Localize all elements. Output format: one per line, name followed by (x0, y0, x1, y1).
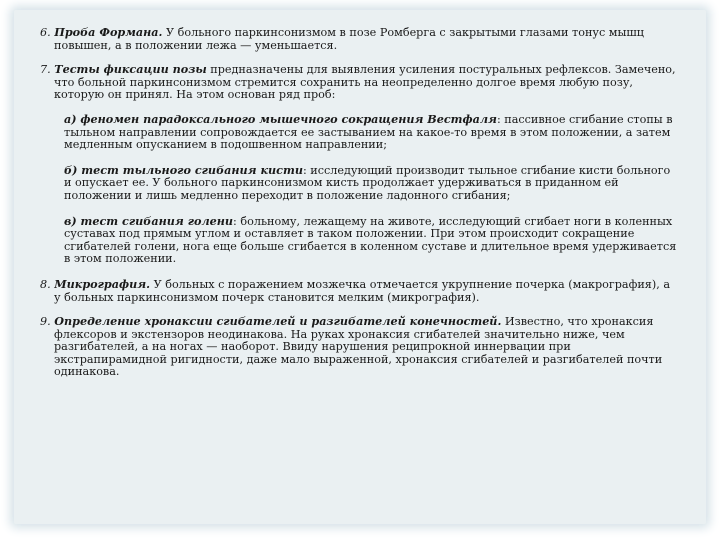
item-body: У больного паркинсонизмом в позе Ромберга с закрытыми глазами тонус мышц повышен, а в положении лежа — уменьшается. (54, 26, 645, 52)
item-title: Определение хронаксии сгибателей и разгибателей конечностей. (54, 314, 502, 329)
item-title: Проба Формана. (54, 25, 163, 39)
item-9 (40, 315, 680, 379)
text-body (40, 26, 680, 390)
subitem-body: : исследующий производит тыльное сгибание кисти больного и опускает ее. У больного паркинсонизмом кисть продолжает удерживаться в приданном ей положении и лишь медленно переходит в положение ладонного сгибания; (64, 163, 671, 202)
subitem-body: : больному, лежащему на животе, исследующий сгибает ноги в коленных суставах под прямым углом и оставляет в таком положении. При этом происходит сокращение сгибателей голени, нога еще больше сгибается в коленном суставе и длительное время удерживается в этом положении. (64, 214, 677, 266)
subitem-title: а) феномен парадоксального мышечного сокращения Вестфаля (64, 111, 497, 126)
item-6 (40, 26, 680, 52)
item-title: Микрография. (54, 276, 151, 291)
item-body: У больных с поражением мозжечка отмечается укрупнение почерка (макрография), а у больных паркинсонизмом почерк становится мелким (микрография). (54, 277, 670, 304)
item-title: Тесты фиксации позы (54, 62, 207, 77)
subitem-v (64, 215, 680, 266)
item-9-text (40, 315, 680, 379)
item-7-text (40, 63, 680, 102)
item-7 (40, 63, 680, 102)
subitem-title: в) тест сгибания голени (64, 213, 234, 228)
item-body: предназначены для выявления усиления постуральных рефлексов. Замечено, что больной паркинсонизмом стремится сохранить на неопределенно долгое время любую позу, которую он принял. На этом основан ряд проб: (54, 63, 676, 102)
item-number: 8. (40, 277, 51, 291)
subitem-title: б) тест тыльного сгибания кисти (64, 162, 303, 177)
item-6-text (40, 26, 680, 52)
item-number: 7. (40, 63, 51, 77)
item-8-text (40, 278, 680, 304)
item-number: 9. (40, 315, 51, 329)
item-body: Известно, что хронаксия флексоров и экстензоров неодинакова. На руках хронаксия сгибателей значительно ниже, чем разгибателей, а на ногах — наоборот. Ввиду нарушения реципрокной иннервации при экстрапирамидной ригидности, даже мало выраженной, хронаксия сгибателей и разгибателей почти одинакова. (54, 315, 663, 379)
item-8 (40, 278, 680, 304)
subitem-body: : пассивное сгибание стопы в тыльном направлении сопровождается ее застыванием на какое-то время в этом положении, а затем медленным опусканием в подошвенном направлении; (64, 112, 673, 152)
subitem-a (64, 113, 680, 152)
item-number: 6. (40, 26, 51, 39)
subitem-b (64, 164, 680, 203)
